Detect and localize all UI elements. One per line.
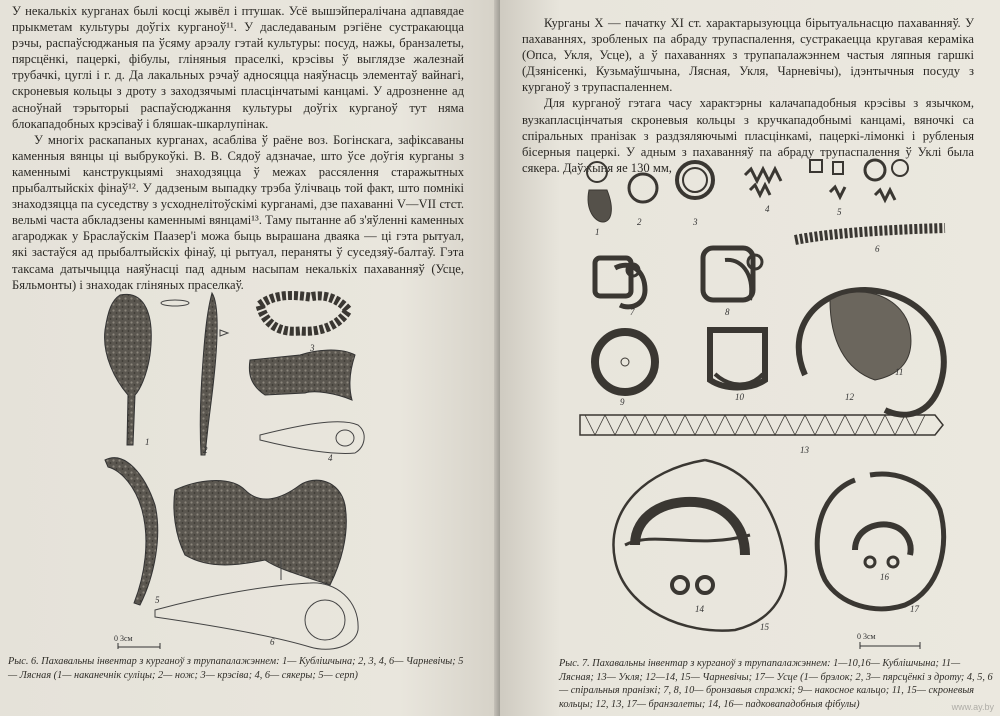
fig7-label-15: 15 bbox=[760, 622, 769, 632]
artifact-axe-outline bbox=[260, 422, 364, 454]
figure-6-caption: Рыс. 6. Пахавальны інвентар з курганоў з трупапалажэннем: 1— Кублішчына; 2, 3, 4, 6— Чарневічы; 5— Лясная (1— наканечнік суліцы; 2— нож; 3— крэсіва; 4, 6— сякеры; 5— серп) bbox=[8, 656, 464, 681]
left-page-text bbox=[12, 3, 464, 293]
artifact-fibula-16 bbox=[855, 524, 911, 567]
figure-7-caption: Рыс. 7. Пахавальны інвентар з курганоў з трупапалажэннем: 1—10,16— Кублішчына; 11— Лясная; 13— Укля; 12—14, 15— Чарневічы; 17— Усце (1— брэлок; 2, 3— пярсцёнкі з дроту; 4, 5, 6— спіральныя пранізкі; 7, 8, 10— бронзавыя спражкі; 9— накосное кальцо; 11, 15— скроневыя кольцы; 12, 13, 17— бранзалеты; 14, 16— падковападобныя фібулы) bbox=[559, 658, 993, 710]
fig7-label-6: 6 bbox=[875, 244, 880, 254]
artifact-axe-large bbox=[174, 480, 346, 585]
figure-7-illustration bbox=[575, 150, 975, 655]
fig7-scale-bar bbox=[857, 632, 920, 649]
artifact-buckle-10 bbox=[710, 330, 765, 388]
fig7-label-17: 17 bbox=[910, 604, 919, 614]
fig7-label-14: 14 bbox=[695, 604, 704, 614]
artifact-ring-wire-1 bbox=[629, 174, 657, 202]
fig7-label-5: 5 bbox=[837, 207, 842, 217]
artifact-temple-ring bbox=[799, 290, 944, 415]
artifact-knife bbox=[200, 293, 228, 455]
fig7-label-11: 11 bbox=[895, 367, 904, 377]
fig7-label-4: 4 bbox=[765, 204, 770, 214]
artifact-buckle-8 bbox=[703, 248, 762, 300]
figure-6-illustration bbox=[100, 285, 470, 650]
artifact-axe-outline-large bbox=[155, 583, 358, 649]
fig7-label-1: 1 bbox=[595, 227, 600, 237]
artifact-fibula-14 bbox=[625, 502, 750, 593]
artifact-axe-small bbox=[249, 350, 355, 400]
fig6-label-4: 4 bbox=[328, 453, 333, 463]
artifact-ring-9 bbox=[595, 332, 655, 392]
artifact-spiral-beads-2 bbox=[810, 160, 908, 200]
fig7-label-2: 2 bbox=[637, 217, 642, 227]
fig6-label-5: 5 bbox=[155, 595, 160, 605]
fig7-label-13: 13 bbox=[800, 445, 809, 455]
artifact-spiral-beads-1 bbox=[745, 169, 781, 195]
left-paragraph-2: У многіх раскапаных курганах, асабліва ў раёне воз. Богінскага, зафіксаваны каменныя вянцы ці выбрукоўкі. В. В. Сядоў адзначае, што ўсе доўгія курганы з каменнымі канструкцыямі знаходзяцца ў межах рассялення старажытных прыбалтыйскіх фінаў¹². У дадзеным выпадку трэба ўлічваць той факт, што помнікі знаходзяцца па суседству з усходнелітоўскімі курганамі, дзе пахаванні V—VII стст. вельмі часта абкладзены каменнымі вянцамі¹³. Тамy пытанне аб з'яўленні каменных агароджак у Браслаўскім Паазер'і можа быць вырашана дваяка — ці гэта рытуал, які застаўся ад прыбалтыйскіх фінаў, ці рытуал, пераняты ў суседзяў-балтаў. Гэта таксама датычыцца наяўнасці пад адным насыпам некалькіх пахаванняў (Усце, Бяльмонты) і знаходак гліняных праселкаў. bbox=[12, 132, 464, 292]
artifact-pendant bbox=[587, 162, 611, 222]
right-paragraph-1: Курганы X — пачатку XI ст. характарызуюцца бірытуальнасцю пахаванняў. У пахаваннях, зробленых па абраду трупаспалення, сустракаецца кругавая кераміка (Опса, Укля, Усце), а ў пахаваннях з трупапалажэннем частыя ляпныя гаршкі (Дзянісенкі, Кузьмаўшчына, Лясная, Укля, Чарневічы), ідэнтычныя посуду з курганоў з трупаспаленнем. bbox=[522, 16, 974, 95]
fig6-label-6: 6 bbox=[270, 637, 275, 647]
fig6-label-3: 3 bbox=[310, 343, 315, 353]
watermark: www.ay.by bbox=[951, 702, 994, 712]
fig7-label-9: 9 bbox=[620, 397, 625, 407]
left-paragraph-1: У некалькіх курганах былі косці жывёл і птушак. Усё вышэйпералічана адпавядае прыкметам культуры доўгіх курганоў¹¹. У даследаваным рэгіёне сустракаюцца рэчы, распаўсюджаныя па ўсяму арэалу гэтай культуры: посуд, нажы, бранзалеты, пярсцёнкі, пацеркі, фібулы, гліняныя праселкі, крэсівы ў выглядзе жалезнай трубачкі, цуглі і г. д. Да лакальных рэчаў адносяцца наяўнасць элементаў вайнагі, скроневыя кольцы з дроту з заходзячымі пласцінчатымі канцамі. У адрозненне ад асноўнай тэрыторыі распаўсюджання культуры доўгіх курганоў тут няма блокападобных крэсіваў і бляшак-шкарлупінак. bbox=[12, 4, 464, 131]
artifact-bracelet-band bbox=[580, 415, 943, 435]
fig6-scale-label: 0 3см bbox=[114, 634, 133, 643]
fig7-label-10: 10 bbox=[735, 392, 744, 402]
artifact-spearhead bbox=[105, 294, 189, 445]
fig7-label-3: 3 bbox=[693, 217, 698, 227]
artifact-bracelet-17 bbox=[817, 474, 943, 609]
artifact-sickle bbox=[105, 458, 158, 605]
fig7-label-12: 12 bbox=[845, 392, 854, 402]
fig6-label-1: 1 bbox=[145, 437, 150, 447]
fig7-label-7: 7 bbox=[630, 307, 635, 317]
fig7-label-8: 8 bbox=[725, 307, 730, 317]
fig7-scale-label: 0 3см bbox=[857, 632, 876, 641]
fig6-label-2: 2 bbox=[203, 445, 208, 455]
fig7-label-16: 16 bbox=[880, 572, 889, 582]
artifact-buckle-7 bbox=[595, 258, 645, 307]
artifact-spiral-rod bbox=[795, 228, 945, 240]
right-paragraph-2: Для курганоў гэтага часу характэрны калачападобныя крэсівы з язычком, вузкапласцінчатыя скроневыя кольцы з кручкападобнымі канцамі, вяночкі са спіральных пранізак з раздзяляючымі пласцінкамі, пацеркі-лімонкі і рубленыя бісерныя пацеркі. У адным з пахаванняў па абраду трупаспалення ў Уклі была сякера. Даўжыня яе 130 мм, bbox=[522, 96, 974, 175]
artifact-fire-steel bbox=[260, 295, 348, 331]
fig6-scale-bar bbox=[114, 634, 160, 649]
artifact-ring-wire-2 bbox=[677, 162, 713, 198]
